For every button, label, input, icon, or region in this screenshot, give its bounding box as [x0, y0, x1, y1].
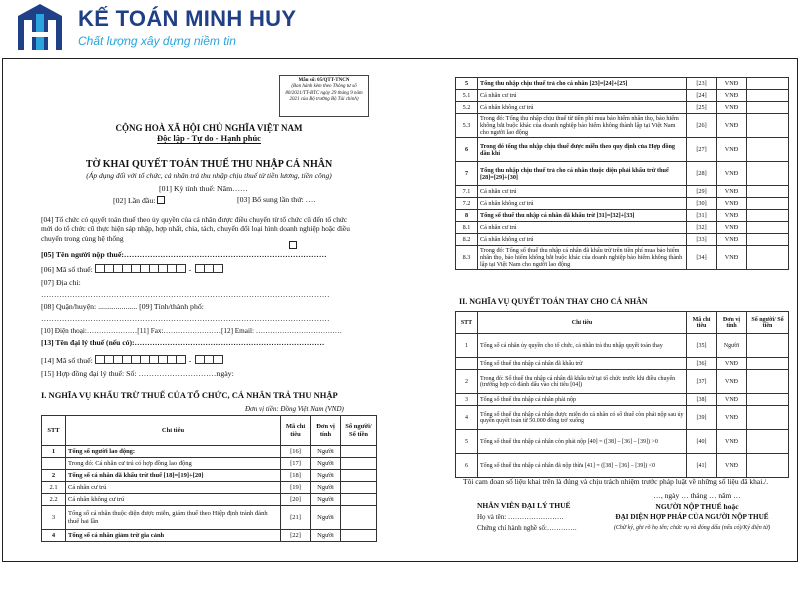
cell-unit: VNĐ — [717, 210, 747, 222]
cell-stt: 8 — [456, 210, 478, 222]
section1-unit: Đơn vị tiền: Đồng Việt Nam (VND) — [245, 405, 344, 413]
cell-indicator: Tổng số thuế thu nhập cá nhân đã khấu trừ — [478, 358, 687, 370]
cell-stt: 5.3 — [456, 114, 478, 138]
cell-value-input[interactable] — [341, 506, 377, 530]
field-address[interactable]: [07] Địa chỉ: — [41, 278, 81, 287]
cell-unit: VNĐ — [717, 358, 747, 370]
table-row — [42, 446, 377, 458]
field-04-text: [04] Tổ chức có quyết toán thuế theo ủy quyền của cá nhân được điều chuyển từ tổ chức cũ đến tổ chức mới do tổ chức cũ thực hiện sáp nhập, hợp nhất, chia, tách, chuyển đổi loại hình doanh nghiệp hoặc điều chuyển trong cùng hệ thống — [41, 215, 350, 243]
cell-value-input[interactable] — [747, 358, 789, 370]
cell-value-input[interactable] — [747, 246, 789, 270]
cell-unit: VNĐ — [717, 186, 747, 198]
agent-tax-id-suffix-grid[interactable] — [195, 355, 222, 367]
field-agent-tax-id: [14] Mã số thuế: - — [41, 355, 222, 367]
cell-code: [28] — [687, 162, 717, 186]
cell-code: [37] — [687, 370, 717, 394]
col-indicator: Chỉ tiêu — [66, 416, 281, 446]
cell-indicator: Cá nhân không cư trú — [66, 494, 281, 506]
cell-value-input[interactable] — [747, 334, 789, 358]
cell-indicator: Tổng số thuế thu nhập cá nhân còn phải nộp [40] = ([38] – [36] – [39]) >0 — [478, 430, 687, 454]
cell-value-input[interactable] — [747, 210, 789, 222]
cell-indicator: Tổng số thuế thu nhập cá nhân phải nộp — [478, 394, 687, 406]
cell-code: [16] — [281, 446, 311, 458]
cell-value-input[interactable] — [747, 102, 789, 114]
cell-value-input[interactable] — [747, 430, 789, 454]
cell-stt: 5 — [456, 430, 478, 454]
col-unit: Đơn vị tính — [311, 416, 341, 446]
table-row — [456, 78, 789, 90]
motto: Độc lập - Tự do - Hạnh phúc — [157, 133, 261, 143]
tax-id-suffix-grid[interactable] — [195, 264, 222, 276]
table-row — [456, 234, 789, 246]
field-agent-name[interactable]: [13] Tên đại lý thuế (nếu có):………………………………………………………………… — [41, 338, 325, 347]
cell-value-input[interactable] — [341, 458, 377, 470]
cell-indicator: Tổng thu nhập chịu thuế trả cho cá nhân thuộc diện phải khấu trừ thuế [28]=[29]+[30] — [478, 162, 687, 186]
col-code: Mã chỉ tiêu — [281, 416, 311, 446]
agent-tax-id-label: [14] Mã số thuế: — [41, 355, 93, 365]
cell-indicator: Trong đó: Tổng thu nhập chịu thuế từ tiền phí mua bảo hiểm nhân thọ, bảo hiểm không bắt buộc khác của doanh nghiệp bảo hiểm không thành lập tại Việt Nam cho người lao động — [478, 114, 687, 138]
table-row — [456, 370, 789, 394]
cell-stt: 7 — [456, 162, 478, 186]
cell-code: [29] — [687, 186, 717, 198]
cell-indicator: Cá nhân không cư trú — [478, 234, 687, 246]
cell-code: [38] — [687, 394, 717, 406]
s2-col-code: Mã chỉ tiêu — [687, 312, 717, 334]
table-row — [456, 162, 789, 186]
cell-value-input[interactable] — [341, 482, 377, 494]
province-dots: ………………………………………………………………………………………………… — [41, 314, 330, 323]
cell-indicator: Cá nhân không cư trú — [478, 198, 687, 210]
cell-indicator: Tổng thu nhập chịu thuế trả cho cá nhân [23]=[24]+[25] — [478, 78, 687, 90]
table-row — [456, 90, 789, 102]
cell-value-input[interactable] — [341, 446, 377, 458]
cell-unit: Người — [311, 458, 341, 470]
cell-stt: 2.2 — [42, 494, 66, 506]
cell-unit: VNĐ — [717, 114, 747, 138]
cell-unit: Người — [311, 470, 341, 482]
cell-unit: Người — [311, 446, 341, 458]
cell-code: [33] — [687, 234, 717, 246]
cell-unit: VNĐ — [717, 102, 747, 114]
cell-stt — [456, 358, 478, 370]
table-row — [42, 470, 377, 482]
brand-logo — [14, 2, 354, 52]
cell-unit: VNĐ — [717, 394, 747, 406]
field-first-time — [113, 196, 165, 206]
cell-value-input[interactable] — [747, 90, 789, 102]
table-row — [456, 102, 789, 114]
cell-unit: VNĐ — [717, 162, 747, 186]
cell-indicator: Tổng số người lao động: — [66, 446, 281, 458]
cell-code: [22] — [281, 530, 311, 542]
signer-title-2: ĐẠI DIỆN HỢP PHÁP CỦA NGƯỜI NỘP THUẾ — [615, 513, 769, 521]
table-row — [456, 358, 789, 370]
first-time-label: [02] Lần đầu: — [113, 196, 156, 205]
cell-value-input[interactable] — [341, 470, 377, 482]
cell-stt: 5.1 — [456, 90, 478, 102]
cell-indicator: Trong đó: Tổng số thuế thu nhập cá nhân đã khấu trừ trên tiền phí mua bảo hiểm nhân thọ, bảo hiểm không bắt buộc khác của doanh nghiệp bảo hiểm không thành lập tại Việt Nam cho người lao động — [478, 246, 687, 270]
table-row — [456, 430, 789, 454]
cell-code: [32] — [687, 222, 717, 234]
cell-code: [31] — [687, 210, 717, 222]
cell-unit: Người — [311, 530, 341, 542]
tax-form-document — [2, 58, 798, 562]
field-tax-period[interactable]: [01] Kỳ tính thuế: Năm…… — [159, 184, 248, 193]
table-row — [456, 114, 789, 138]
cell-stt: 8.3 — [456, 246, 478, 270]
cell-code: [39] — [687, 406, 717, 430]
cell-stt: 5.2 — [456, 102, 478, 114]
cell-unit: VNĐ — [717, 246, 747, 270]
col-value: Số người/ Số tiền — [341, 416, 377, 446]
cell-stt — [42, 458, 66, 470]
cell-stt: 6 — [456, 454, 478, 478]
section1-table — [41, 415, 377, 542]
cell-indicator: Tổng số cá nhân giảm trừ gia cảnh — [66, 530, 281, 542]
cell-stt: 1 — [42, 446, 66, 458]
cell-stt: 3 — [42, 506, 66, 530]
cell-unit: VNĐ — [717, 430, 747, 454]
field-taxpayer-name[interactable]: [05] Tên người nộp thuế:…………………………………………………………………… — [41, 250, 327, 259]
address-dots: ………………………………………………………………………………………………… — [41, 290, 330, 299]
table-row — [456, 138, 789, 162]
cell-indicator: Tổng số thuế thu nhập cá nhân đã khấu trừ [31]=[32]+[33] — [478, 210, 687, 222]
declaration: Tôi cam đoan số liệu khai trên là đúng và chịu trách nhiệm trước pháp luật về những số liệu đã khai./. — [463, 477, 769, 486]
cell-indicator: Trong đó: Số thuế thu nhập cá nhân đã khấu trừ tại tổ chức trước khi điều chuyển (trường hợp có đánh dấu vào chỉ tiêu [04]) — [478, 370, 687, 394]
cell-value-input[interactable] — [747, 370, 789, 394]
form-code-box — [279, 75, 369, 117]
form-subtitle: (Áp dụng đối với tổ chức, cá nhân trả thu nhập chịu thuế từ tiền lương, tiền công) — [86, 171, 332, 180]
cell-stt: 8.2 — [456, 234, 478, 246]
cell-code: [24] — [687, 90, 717, 102]
s2-col-indicator: Chỉ tiêu — [478, 312, 687, 334]
cell-unit: VNĐ — [717, 90, 747, 102]
sign-date: …, ngày … tháng … năm … — [653, 491, 741, 500]
cell-stt: 7.2 — [456, 198, 478, 210]
cell-stt: 2.1 — [42, 482, 66, 494]
section1-continued-table — [455, 77, 789, 270]
cell-unit: Người — [311, 506, 341, 530]
cell-stt: 3 — [456, 394, 478, 406]
signer-title-1: NGƯỜI NỘP THUẾ hoặc — [655, 502, 739, 511]
cell-code: [30] — [687, 198, 717, 210]
cell-code: [35] — [687, 334, 717, 358]
col-stt: STT — [42, 416, 66, 446]
cell-value-input[interactable] — [341, 530, 377, 542]
nation-title: CỘNG HOÀ XÃ HỘI CHỦ NGHĨA VIỆT NAM — [115, 123, 303, 133]
cell-indicator: Cá nhân cư trú — [66, 482, 281, 494]
tax-id-grid[interactable] — [95, 264, 185, 276]
cell-value-input[interactable] — [747, 222, 789, 234]
agent-staff-title: NHÂN VIÊN ĐẠI LÝ THUẾ — [477, 501, 571, 510]
section2-title: II. NGHĨA VỤ QUYẾT TOÁN THAY CHO CÁ NHÂN — [459, 297, 648, 306]
section2-table — [455, 311, 789, 478]
cell-unit: Người — [311, 494, 341, 506]
cell-value-input[interactable] — [747, 198, 789, 210]
cell-code: [40] — [687, 430, 717, 454]
cell-stt: 4 — [456, 406, 478, 430]
agent-tax-id-grid[interactable] — [95, 355, 185, 367]
cell-indicator: Trong đó tổng thu nhập chịu thuế được miễn theo quy định của Hợp đồng dầu khí — [478, 138, 687, 162]
cell-unit: VNĐ — [717, 454, 747, 478]
cell-value-input[interactable] — [747, 394, 789, 406]
cell-code: [26] — [687, 114, 717, 138]
field-contact[interactable]: [10] Điện thoại:…………………[11] Fax:……………………[12] Email: ……………………………… — [41, 327, 342, 335]
cell-code: [27] — [687, 138, 717, 162]
field-tax-id: [06] Mã số thuế: - — [41, 264, 222, 276]
cell-code: [36] — [687, 358, 717, 370]
cell-code: [17] — [281, 458, 311, 470]
field-supplement[interactable]: [03] Bổ sung lần thứ: …. — [237, 195, 316, 204]
brand-slogan: Chất lượng xây dựng niềm tin — [78, 34, 236, 48]
cell-indicator: Cá nhân cư trú — [478, 222, 687, 234]
field-04-checkbox[interactable] — [289, 241, 297, 249]
cell-unit: VNĐ — [717, 370, 747, 394]
cell-value-input[interactable] — [747, 138, 789, 162]
cell-stt: 2 — [456, 370, 478, 394]
cell-indicator: Cá nhân không cư trú — [478, 102, 687, 114]
cell-stt: 7.1 — [456, 186, 478, 198]
cell-code: [20] — [281, 494, 311, 506]
cell-stt: 8.1 — [456, 222, 478, 234]
table-row — [42, 494, 377, 506]
cell-stt: 2 — [42, 470, 66, 482]
cell-value-input[interactable] — [747, 114, 789, 138]
cell-value-input[interactable] — [747, 162, 789, 186]
form-code: Mẫu số: 05/QTT-TNCN — [298, 78, 350, 83]
table-row — [456, 454, 789, 478]
cell-unit: VNĐ — [717, 234, 747, 246]
table-row — [456, 222, 789, 234]
table-row — [42, 506, 377, 530]
form-circular: (Ban hành kèm theo Thông tư số 80/2021/TT-BTC ngày 29 tháng 9 năm 2021 của Bộ trưởng Bộ Tài chính) — [285, 84, 363, 102]
right-column — [455, 77, 789, 557]
cell-value-input[interactable] — [747, 454, 789, 478]
cell-stt: 5 — [456, 78, 478, 90]
field-district-province[interactable]: [08] Quận/huyện: .................... [09] Tỉnh/thành phố: — [41, 302, 204, 311]
cell-indicator: Tổng số cá nhân thuộc diện được miễn, giảm thuế theo Hiệp định tránh đánh thuế hai lần — [66, 506, 281, 530]
cell-unit: VNĐ — [717, 138, 747, 162]
cell-indicator: Tổng số cá nhân ủy quyền cho tổ chức, cá nhân trả thu nhập quyết toán thay — [478, 334, 687, 358]
cell-code: [34] — [687, 246, 717, 270]
cell-code: [25] — [687, 102, 717, 114]
cell-code: [21] — [281, 506, 311, 530]
cell-code: [41] — [687, 454, 717, 478]
cell-indicator: Tổng số thuế thu nhập cá nhân đã nộp thừa [41] = ([38] – [36] – [39]) <0 — [478, 454, 687, 478]
cell-unit: Người — [717, 334, 747, 358]
cell-indicator: Trong đó: Cá nhân cư trú có hợp đồng lao động — [66, 458, 281, 470]
table-row — [456, 394, 789, 406]
table-row — [456, 334, 789, 358]
cell-unit: VNĐ — [717, 198, 747, 210]
cell-indicator: Cá nhân cư trú — [478, 90, 687, 102]
signer-note: (Chữ ký, ghi rõ họ tên; chức vụ và đóng dấu (nếu có)/Ký điện tử) — [613, 525, 771, 531]
agent-staff-name[interactable]: Họ và tên: …………………… — [477, 513, 564, 521]
cell-value-input[interactable] — [747, 78, 789, 90]
building-logo-icon — [14, 2, 66, 52]
cell-indicator: Cá nhân cư trú — [478, 186, 687, 198]
cell-value-input[interactable] — [341, 494, 377, 506]
cell-stt: 4 — [42, 530, 66, 542]
cell-stt: 6 — [456, 138, 478, 162]
cell-value-input[interactable] — [747, 234, 789, 246]
s2-col-unit: Đơn vị tính — [717, 312, 747, 334]
section1-title: I. NGHĨA VỤ KHẤU TRỪ THUẾ CỦA TỔ CHỨC, CÁ NHÂN TRẢ THU NHẬP — [41, 390, 338, 400]
form-title: TỜ KHAI QUYẾT TOÁN THUẾ THU NHẬP CÁ NHÂN — [85, 159, 333, 170]
field-agent-contract[interactable]: [15] Hợp đồng đại lý thuế: Số: …………………………ngày: — [41, 369, 234, 378]
cell-indicator: Tổng số cá nhân đã khấu trừ thuế [18]=[19]+[20] — [66, 470, 281, 482]
brand-name: KẾ TOÁN MINH HUY — [78, 6, 297, 31]
cell-code: [23] — [687, 78, 717, 90]
agent-staff-cert[interactable]: Chứng chỉ hành nghề số:…………. — [477, 524, 577, 532]
table-row — [42, 482, 377, 494]
table-row — [456, 406, 789, 430]
table-row — [456, 198, 789, 210]
table-row — [42, 530, 377, 542]
cell-value-input[interactable] — [747, 186, 789, 198]
left-column — [41, 75, 377, 561]
cell-unit: Người — [311, 482, 341, 494]
cell-unit: VNĐ — [717, 222, 747, 234]
cell-code: [18] — [281, 470, 311, 482]
cell-unit: VNĐ — [717, 406, 747, 430]
cell-stt: 1 — [456, 334, 478, 358]
table-row — [456, 186, 789, 198]
first-time-checkbox[interactable] — [157, 196, 165, 204]
table-row — [456, 246, 789, 270]
cell-code: [19] — [281, 482, 311, 494]
cell-value-input[interactable] — [747, 406, 789, 430]
table-row — [42, 458, 377, 470]
table-row — [456, 210, 789, 222]
s2-col-value: Số người/ Số tiền — [747, 312, 789, 334]
s2-col-stt: STT — [456, 312, 478, 334]
cell-indicator: Tổng số thuế thu nhập cá nhân được miễn do cá nhân có số thuế còn phải nộp sau ủy quyền quyết toán từ 50.000 đồng trở xuống — [478, 406, 687, 430]
cell-unit: VNĐ — [717, 78, 747, 90]
tax-id-label: [06] Mã số thuế: — [41, 264, 93, 274]
